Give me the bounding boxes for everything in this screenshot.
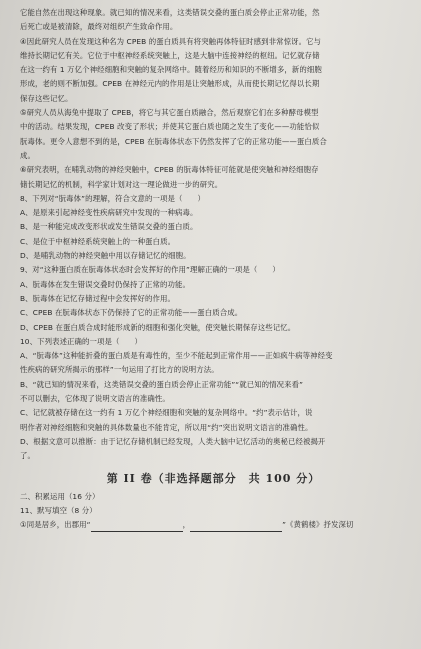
text-line: 朊毒体。更令人意想不到的是，CPEB 在朊毒体状态下仍然发挥了它的正常功能——蛋白质合	[20, 136, 327, 146]
text-line: A、是原来引起神经变性疾病研究中发现的一种病毒。	[20, 208, 198, 218]
text-line: 维持长期记忆有关。它位于中枢神经系统突触上，这是大脑中连接神经的枢纽。记忆就存储	[20, 50, 320, 60]
text-line: 8、下列对“朊毒体”的理解，符合文意的一项是（ ）	[20, 193, 205, 203]
text-line: 储长期记忆的机制，科学家计划对这一理论做进一步的研究。	[20, 179, 223, 189]
text-line: 9、对“这种蛋白质在朊毒体状态时会发挥好的作用”理解正确的一项是（ ）	[20, 265, 280, 275]
text-line: 后死亡或是被清除，最终对组织产生致命作用。	[20, 22, 178, 32]
text-line: 保存这些记忆。	[20, 93, 73, 103]
text-line: 11、默写填空（8 分）	[20, 505, 97, 515]
text-line: C、是位于中枢神经系统突触上的一种蛋白质。	[20, 236, 176, 246]
answer-blank-2[interactable]	[190, 531, 282, 532]
text-line: 二、积累运用（16 分）	[20, 491, 100, 501]
text-line: 了。	[20, 451, 35, 461]
answer-blank-1[interactable]	[91, 531, 183, 532]
text-line: B、“就已知的情况来看，这类错误交叠的蛋白质会停止正常功能”“就已知的情况来看”	[20, 379, 304, 389]
section-two-heading	[20, 490, 407, 519]
text-line: 明作者对神经细胞和突触的具体数量也不能肯定，所以用“约”突出说明文语言的准确性。	[20, 422, 313, 432]
text-line: D、根据文意可以推断：由于记忆存储机制已经发现，人类大脑中记忆活动的奥秘已经被揭开	[20, 436, 326, 446]
text-line: A、朊毒体在发生错误交叠时仍保持了正常的功能。	[20, 279, 190, 289]
text-line: 在这一约有 1 万亿个神经细胞和突触的复杂网络中。随着经历和知识的不断增多，新的细胞	[20, 65, 322, 75]
fill-in-question	[20, 518, 407, 532]
fill-suffix: ”《黄鹤楼》抒发深切	[282, 520, 354, 530]
text-line: ⑤研究人员从海兔中提取了 CPEB，将它与其它蛋白质融合，然后观察它们在多种酵母模型	[20, 108, 319, 118]
fill-mid: ，	[182, 520, 191, 530]
text-line: B、是一种能完成改变形状或发生错误交叠的蛋白质。	[20, 222, 198, 232]
text-line: A、“朊毒体”这种能折叠的蛋白质是有毒性的，至少不能起到正常作用——正如疯牛病等神经变	[20, 351, 333, 361]
text-line: 中的活动。结果发现，CPEB 改变了形状；并使其它蛋白质也随之发生了变化——功能恰似	[20, 122, 320, 132]
text-line: B、朊毒体在记忆存储过程中会发挥好的作用。	[20, 293, 175, 303]
fill-prefix: ①同是居乡，出郡用“	[20, 520, 91, 530]
text-line: ④因此研究人员在发现这种名为 CPEB 的蛋白质具有将突触再体特征时感到非常惊讶。它与	[20, 36, 322, 46]
reading-passage-and-questions	[20, 6, 407, 464]
text-line: 不可以删去，它体现了说明文语言的准确性。	[20, 394, 170, 404]
text-line: ⑥研究表明，在哺乳动物的神经突触中，CPEB 的朊毒体特征可能就是使突触和神经细胞存	[20, 165, 319, 175]
text-line: C、记忆就被存储在这一约有 1 万亿个神经细胞和突触的复杂网络中。“约”表示估计，说	[20, 408, 313, 418]
text-line: 性疾病的研究所揭示的那样”一句运用了打比方的说明方法。	[20, 365, 219, 375]
text-line: C、CPEB 在朊毒体状态下仍保持了它的正常功能——蛋白质合成。	[20, 308, 243, 318]
section-title: 第 II 卷（非选择题部分 共 100 分）	[106, 471, 321, 485]
text-line: D、是哺乳动物的神经突触中用以存储记忆的细胞。	[20, 251, 191, 261]
text-line: 形成，老的则不断加强。CPEB 在神经元内的作用是让突触形成，从而使长期记忆得以长期	[20, 79, 320, 89]
text-line: 10、下列表述正确的一项是（ ）	[20, 336, 142, 346]
text-line: 它能自然在出现这种现象。就已知的情况来看，这类错误交叠的蛋白质会停止正常功能，然	[20, 8, 320, 17]
text-line: D、CPEB 在蛋白质合成时能形成新的细胞和强化突触，使突触长期保存这些记忆。	[20, 322, 296, 332]
text-line: 成。	[20, 150, 35, 160]
